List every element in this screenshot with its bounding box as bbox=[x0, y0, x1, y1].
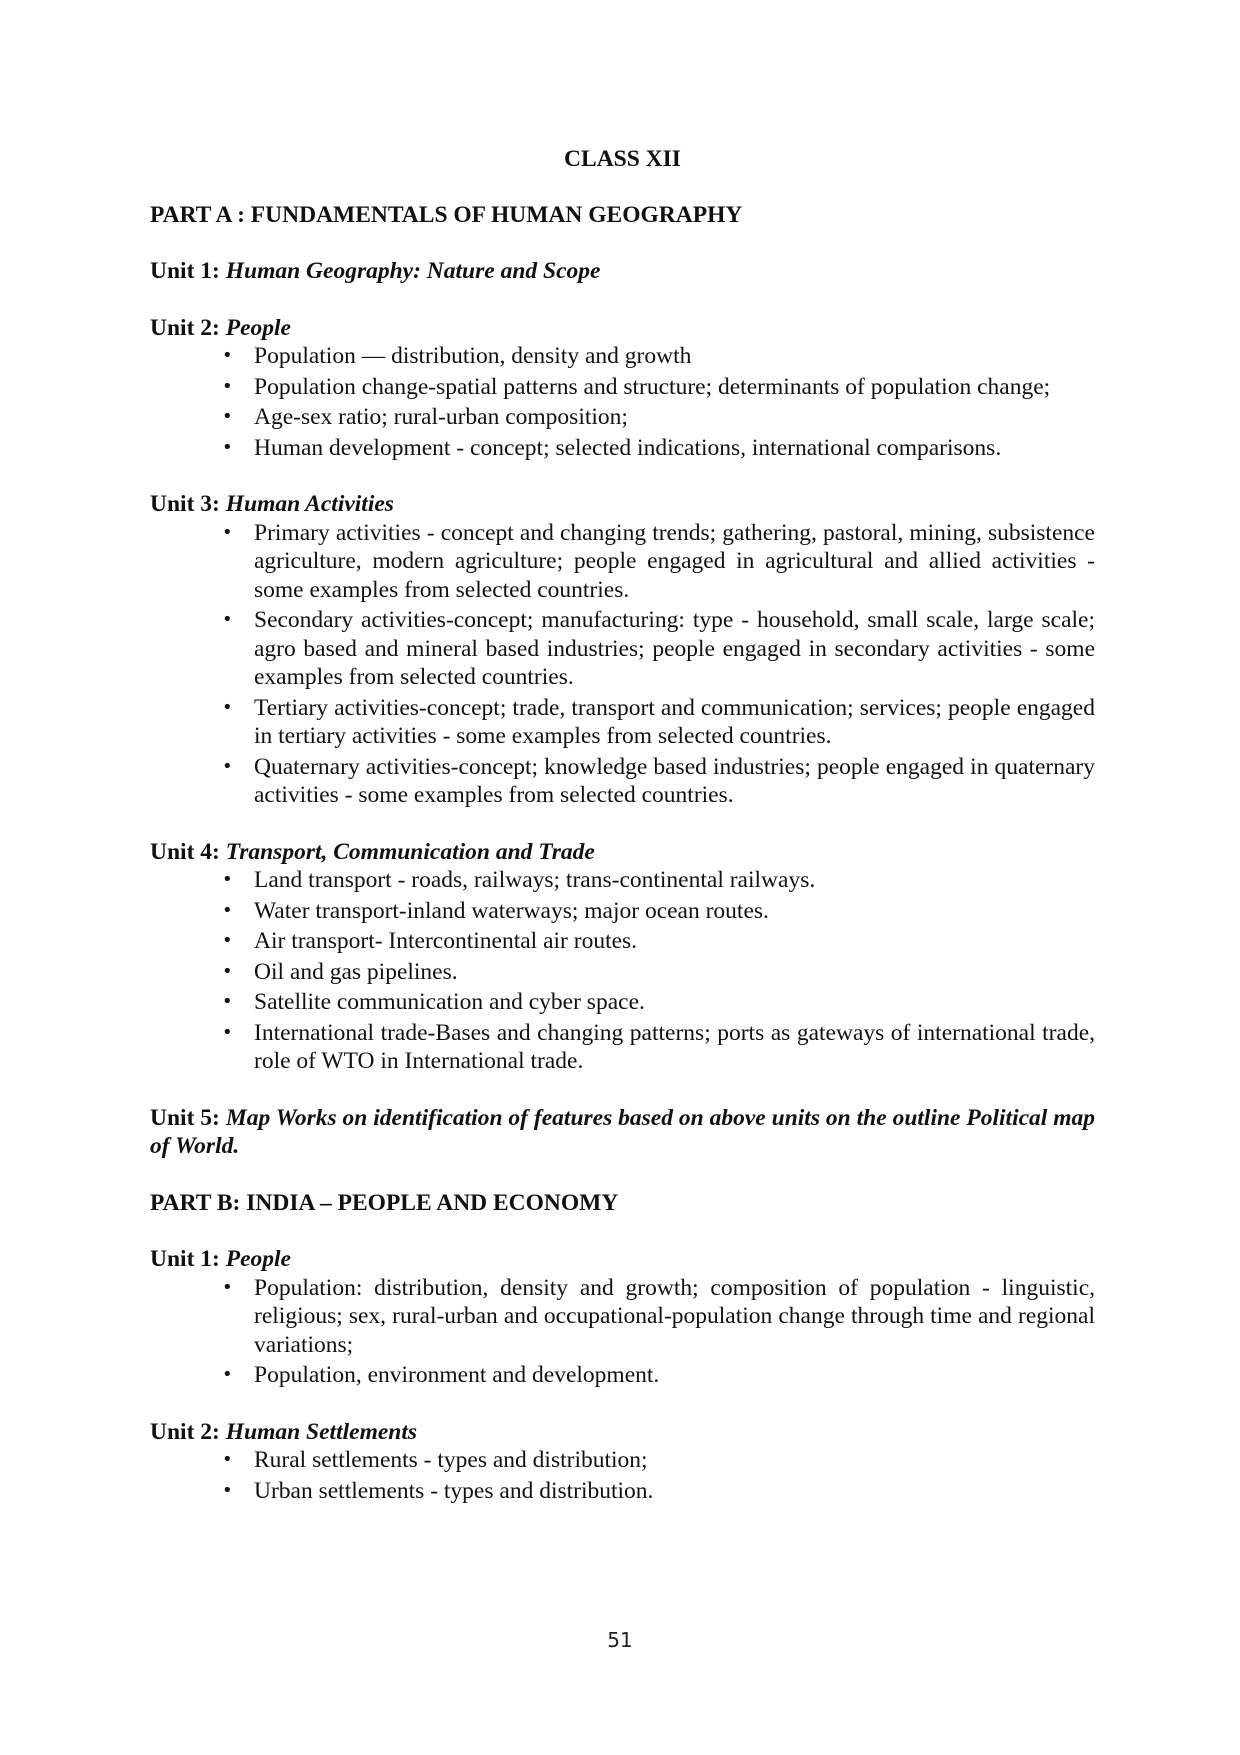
bullet-icon: • bbox=[222, 755, 233, 777]
bullet-list bbox=[150, 1274, 1095, 1390]
list-item bbox=[150, 1446, 1095, 1475]
list-item bbox=[150, 927, 1095, 956]
bullet-list bbox=[150, 519, 1095, 810]
list-item bbox=[150, 753, 1095, 810]
bullet-icon: • bbox=[222, 930, 233, 951]
list-item bbox=[150, 1361, 1095, 1390]
bullet-icon: • bbox=[222, 1479, 233, 1501]
part-b-title: PART B: INDIA – PEOPLE AND ECONOMY bbox=[150, 1189, 619, 1216]
list-item bbox=[150, 897, 1095, 926]
unit-heading bbox=[150, 490, 1095, 519]
list-item-text: Urban settlements - types and distribution. bbox=[254, 1477, 654, 1504]
bullet-icon: • bbox=[222, 991, 233, 1012]
bullet-icon: • bbox=[222, 1276, 233, 1298]
part-a-unit-3 bbox=[150, 490, 1095, 810]
part-b-unit-1 bbox=[150, 1245, 1095, 1390]
list-item bbox=[150, 866, 1095, 895]
list-item bbox=[150, 403, 1095, 432]
list-item-text: Air transport- Intercontinental air routes. bbox=[254, 928, 638, 954]
unit-name: Human Settlements bbox=[225, 1418, 418, 1445]
list-item bbox=[150, 694, 1095, 751]
unit-name: Human Geography: Nature and Scope bbox=[225, 258, 601, 284]
unit-label: Unit 4: bbox=[150, 838, 220, 865]
part-a-unit-4 bbox=[150, 838, 1095, 1076]
bullet-icon: • bbox=[222, 609, 233, 630]
unit-label: Unit 5: bbox=[150, 1104, 220, 1131]
unit-name: Human Activities bbox=[225, 491, 394, 517]
page-number: 51 bbox=[607, 1628, 633, 1652]
list-item-text: Rural settlements - types and distribution; bbox=[254, 1447, 648, 1473]
bullet-icon: • bbox=[222, 1364, 233, 1385]
unit-heading bbox=[150, 314, 1095, 343]
list-item bbox=[150, 1274, 1095, 1360]
list-item-text: Population change-spatial patterns and structure; determinants of population change; bbox=[254, 373, 1051, 400]
bullet-icon: • bbox=[222, 521, 233, 543]
unit-name: Transport, Communication and Trade bbox=[225, 838, 595, 865]
list-item-text: Oil and gas pipelines. bbox=[254, 958, 458, 985]
unit-name: People bbox=[225, 1246, 291, 1272]
list-item bbox=[150, 519, 1095, 605]
list-item bbox=[150, 434, 1095, 463]
part-b-unit-2 bbox=[150, 1418, 1095, 1506]
list-item-text: Population, environment and development. bbox=[254, 1362, 660, 1388]
list-item bbox=[150, 988, 1095, 1017]
bullet-icon: • bbox=[222, 960, 233, 982]
unit-heading bbox=[150, 1104, 1095, 1161]
bullet-list bbox=[150, 1446, 1095, 1505]
list-item bbox=[150, 373, 1095, 402]
unit-name: Map Works on identification of features based on above units on the outline Political map of World. bbox=[150, 1104, 1096, 1159]
bullet-icon: • bbox=[222, 1021, 233, 1043]
bullet-icon: • bbox=[222, 375, 233, 397]
unit-label: Unit 1: bbox=[150, 1246, 220, 1272]
list-item-text: International trade-Bases and changing patterns; ports as gateways of international trade, role of WTO in International trade. bbox=[254, 1019, 1095, 1074]
list-item-text: Primary activities - concept and changing trends; gathering, pastoral, mining, subsistence agriculture, modern agriculture; people engaged in agricultural and allied activities - some examples from selected countries. bbox=[254, 519, 1095, 603]
list-item-text: Population — distribution, density and growth bbox=[254, 343, 692, 369]
bullet-icon: • bbox=[222, 696, 233, 718]
list-item-text: Tertiary activities-concept; trade, transport and communication; services; people engaged in tertiary activities - some examples from selected countries. bbox=[254, 694, 1095, 749]
part-a-title: PART A : FUNDAMENTALS OF HUMAN GEOGRAPHY bbox=[150, 201, 743, 228]
list-item bbox=[150, 342, 1095, 371]
bullet-icon: • bbox=[222, 406, 233, 427]
class-title: CLASS XII bbox=[564, 146, 681, 172]
unit-name: People bbox=[225, 314, 291, 341]
bullet-list bbox=[150, 866, 1095, 1076]
list-item bbox=[150, 958, 1095, 987]
bullet-icon: • bbox=[222, 869, 233, 890]
part-a-unit-5 bbox=[150, 1104, 1095, 1161]
unit-label: Unit 2: bbox=[150, 1418, 220, 1445]
unit-label: Unit 3: bbox=[150, 491, 220, 517]
unit-label: Unit 1: bbox=[150, 258, 220, 284]
bullet-icon: • bbox=[222, 1449, 233, 1470]
bullet-list bbox=[150, 342, 1095, 462]
bullet-icon: • bbox=[222, 899, 233, 921]
list-item-text: Satellite communication and cyber space. bbox=[254, 989, 645, 1015]
unit-heading bbox=[150, 838, 1095, 867]
list-item bbox=[150, 1477, 1095, 1506]
list-item bbox=[150, 606, 1095, 692]
list-item bbox=[150, 1019, 1095, 1076]
list-item-text: Water transport-inland waterways; major ocean routes. bbox=[254, 897, 769, 924]
unit-heading bbox=[150, 1245, 1095, 1274]
part-a-unit-2 bbox=[150, 314, 1095, 463]
list-item-text: Population: distribution, density and growth; composition of population - linguistic, religious; sex, rural-urban and occupational-population change through time and regional variations; bbox=[254, 1274, 1095, 1358]
unit-heading bbox=[150, 257, 1095, 286]
list-item-text: Age-sex ratio; rural-urban composition; bbox=[254, 404, 628, 430]
bullet-icon: • bbox=[222, 345, 233, 366]
list-item-text: Quaternary activities-concept; knowledge based industries; people engaged in quaternary activities - some examples from selected countries. bbox=[254, 753, 1095, 808]
list-item-text: Secondary activities-concept; manufacturing: type - household, small scale, large scale; agro based and mineral based industries; people engaged in secondary activities - some examples from selected countries. bbox=[254, 607, 1095, 690]
part-a-unit-1 bbox=[150, 257, 1095, 286]
list-item-text: Human development - concept; selected indications, international comparisons. bbox=[254, 434, 1002, 461]
bullet-icon: • bbox=[222, 436, 233, 458]
unit-heading bbox=[150, 1418, 1095, 1447]
document-page bbox=[150, 145, 1095, 1533]
unit-label: Unit 2: bbox=[150, 314, 220, 341]
list-item-text: Land transport - roads, railways; trans-continental railways. bbox=[254, 867, 816, 893]
